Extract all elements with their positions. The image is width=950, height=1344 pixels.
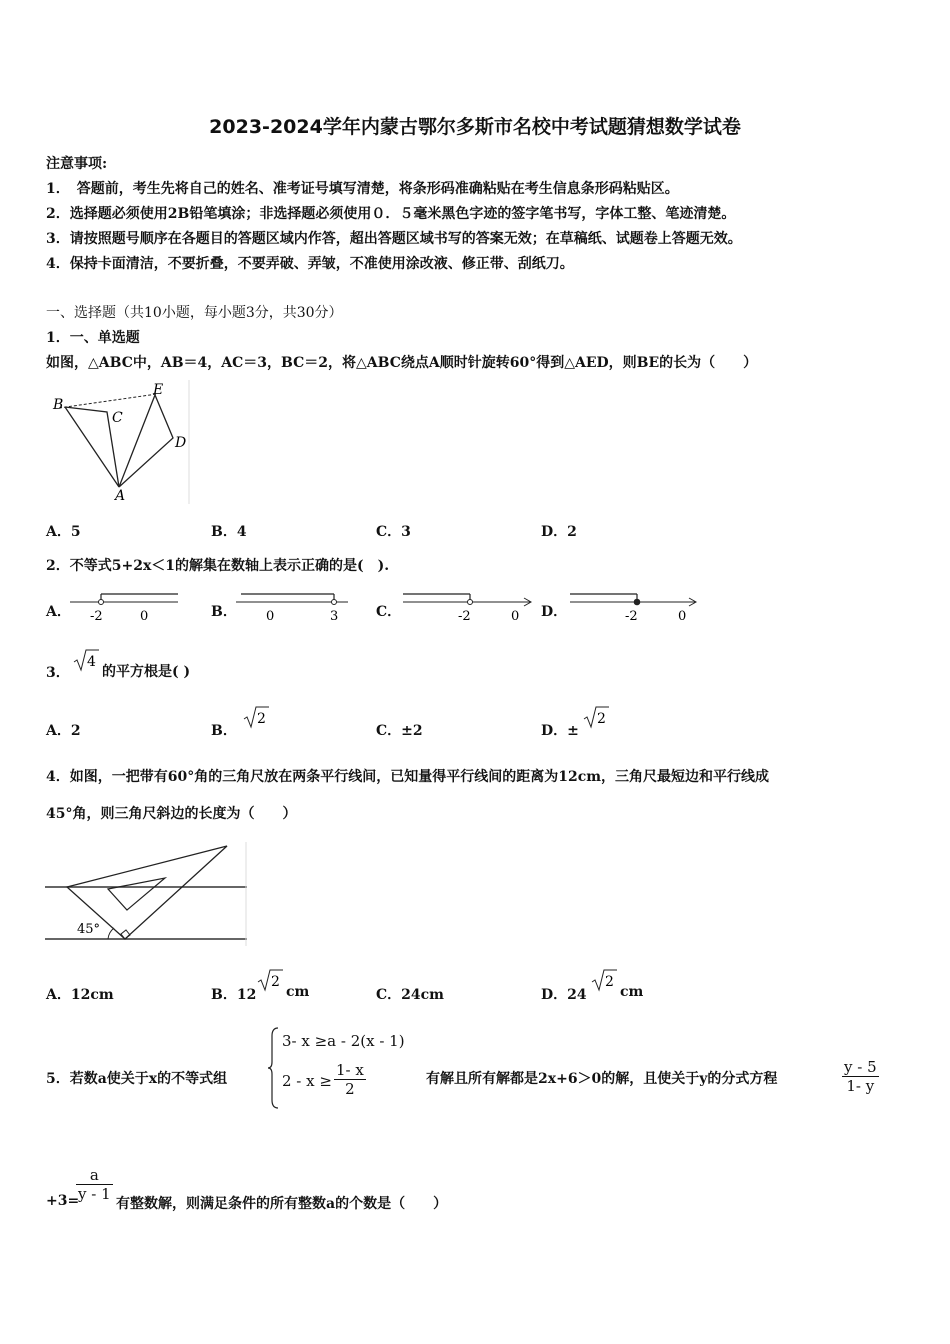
question-1-option-a[interactable]: A．5 <box>46 524 81 540</box>
question-5-line-2-suffix: 有整数解，则满足条件的所有整数a的个数是（ ） <box>116 1196 448 1212</box>
question-4-line-2: 45°角，则三角尺斜边的长度为（ ） <box>46 806 297 822</box>
question-1-figure <box>45 380 195 506</box>
question-4-figure <box>45 842 250 948</box>
dashed-line-be <box>59 394 157 408</box>
inequality-1: 3- x ≥a - 2(x - 1) <box>282 1032 405 1050</box>
tick-label: -2 <box>458 609 471 624</box>
question-4-option-c[interactable]: C．24cm <box>376 987 444 1003</box>
radicand: 2 <box>271 974 280 990</box>
tick-label: -2 <box>625 609 638 624</box>
tick-label: 0 <box>678 609 687 624</box>
sqrt-4 <box>72 648 100 674</box>
question-3-option-a[interactable]: A．2 <box>46 723 81 739</box>
label-d: D <box>175 435 187 451</box>
question-3-text: 的平方根是( ) <box>102 664 191 680</box>
sqrt-2-d <box>582 705 610 731</box>
question-2-option-b-label[interactable]: B． <box>211 604 237 620</box>
radicand: 2 <box>257 711 266 727</box>
question-5-prefix: 5．若数a使关于x的不等式组 <box>46 1071 228 1087</box>
sqrt-2-b <box>242 705 270 731</box>
notice-item-1: 1． 答题前，考生先将自己的姓名、准考证号填写清楚，将条形码准确粘贴在考生信息条形码粘贴区。 <box>46 181 679 197</box>
fraction-denominator: 2 <box>334 1079 366 1098</box>
question-3-number: 3． <box>46 665 70 681</box>
question-4-line-1: 4．如图，一把带有60°角的三角尺放在两条平行线间，已知量得平行线间的距离为12cm，三角尺最短边和平行线成 <box>46 769 770 785</box>
question-1-option-c[interactable]: C．3 <box>376 524 411 540</box>
question-4-option-d-unit: cm <box>620 984 644 1000</box>
inequality-2-fraction <box>334 1061 366 1098</box>
notice-item-2: 2．选择题必须使用2B铅笔填涂；非选择题必须使用０．５毫米黑色字迹的签字笔书写，字体工整、笔迹清楚。 <box>46 206 736 222</box>
question-5-line-2-prefix: +3= <box>46 1193 80 1209</box>
equation-fraction-2 <box>76 1166 113 1203</box>
question-3-option-d[interactable]: D．± <box>541 723 579 739</box>
tick-label: 0 <box>140 609 149 624</box>
notice-item-4: 4．保持卡面清洁，不要折叠，不要弄破、弄皱，不准使用涂改液、修正带、刮纸刀。 <box>46 256 574 272</box>
number-line-c <box>403 586 533 626</box>
section-subheading: 1．一、单选题 <box>46 330 140 346</box>
question-2-text: 2．不等式5+2x＜1的解集在数轴上表示正确的是( ). <box>46 558 390 574</box>
radicand: 4 <box>87 654 96 670</box>
tick-label: 0 <box>266 609 275 624</box>
question-2-option-d-label[interactable]: D． <box>541 604 568 620</box>
page-title: 2023-2024学年内蒙古鄂尔多斯市名校中考试题猜想数学试卷 <box>209 116 741 138</box>
label-c: C <box>112 410 123 426</box>
question-1-option-b[interactable]: B．4 <box>211 524 247 540</box>
notice-item-3: 3．请按照题号顺序在各题目的答题区域内作答，超出答题区域书写的答案无效；在草稿纸、试题卷上答题无效。 <box>46 231 742 247</box>
question-1-option-d[interactable]: D．2 <box>541 524 577 540</box>
triangle-aed <box>119 395 173 487</box>
question-4-option-b-unit: cm <box>286 984 310 1000</box>
label-e: E <box>153 382 164 398</box>
label-a: A <box>115 488 126 504</box>
equation-fraction-1 <box>842 1058 879 1095</box>
sqrt-2-q4b <box>256 968 284 994</box>
notice-heading: 注意事项: <box>46 156 108 172</box>
question-4-option-a[interactable]: A．12cm <box>46 987 114 1003</box>
question-3-option-c[interactable]: C．±2 <box>376 723 423 739</box>
fraction-denominator: y - 1 <box>78 1185 111 1203</box>
radicand: 2 <box>605 974 614 990</box>
triangle-ruler-inner <box>108 878 165 910</box>
tick-label: 0 <box>511 609 520 624</box>
fraction-numerator: a <box>89 1166 99 1184</box>
question-5-middle: 有解且所有解都是2x+6＞0的解，且使关于y的分式方程 <box>426 1071 778 1087</box>
number-line-a <box>70 586 185 626</box>
inequality-2-left: 2 - x ≥ <box>282 1072 332 1090</box>
label-b: B <box>53 397 64 413</box>
fraction-numerator: 1- x <box>336 1061 364 1079</box>
radicand: 2 <box>597 711 606 727</box>
angle-label: 45° <box>77 922 101 937</box>
triangle-abc <box>65 407 119 487</box>
tick-label: -2 <box>90 609 103 624</box>
fraction-denominator: 1- y <box>842 1076 879 1095</box>
sqrt-2-q4d <box>590 968 618 994</box>
number-line-b <box>236 586 351 626</box>
number-line-d <box>570 586 700 626</box>
fraction-numerator: y - 5 <box>844 1058 877 1076</box>
tick-label: 3 <box>330 609 339 624</box>
question-4-option-b[interactable]: B．12 <box>211 987 257 1003</box>
section-heading: 一、选择题（共10小题，每小题3分，共30分） <box>46 305 343 321</box>
question-4-option-d[interactable]: D．24 <box>541 987 587 1003</box>
question-2-option-a-label[interactable]: A． <box>46 604 71 620</box>
system-brace <box>268 1026 280 1110</box>
question-2-option-c-label[interactable]: C． <box>376 604 402 620</box>
question-1-text: 如图，△ABC中，AB＝4，AC＝3，BC＝2，将△ABC绕点A顺时针旋转60°得到△AED，则BE的长为（ ） <box>46 355 758 371</box>
question-3-option-b[interactable]: B． <box>211 723 237 739</box>
